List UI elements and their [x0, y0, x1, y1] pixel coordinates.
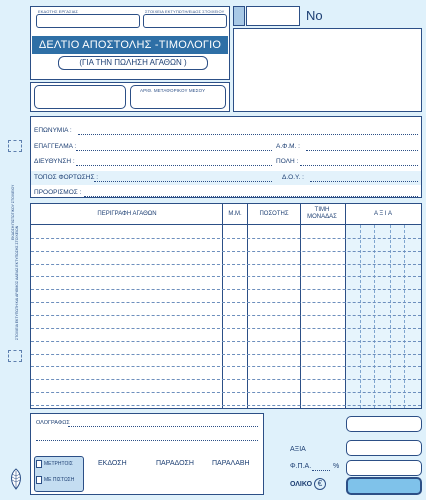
table-row[interactable] [31, 238, 421, 239]
vehicle-left-field[interactable] [34, 85, 126, 109]
table-row[interactable] [31, 302, 421, 303]
loading-place-field[interactable] [94, 181, 272, 182]
col-divider [247, 204, 248, 408]
city-label: ΠΟΛΗ : [276, 158, 299, 165]
value-subdivider [404, 225, 405, 408]
credit-checkbox[interactable] [36, 476, 42, 484]
side-note-lower: ΣΤΟΙΧΕΙΑ ΕΚΤΥΠΩΤΗ ΚΑΙ ΑΡΙΘΜΟΣ ΑΔΕΙΑΣ ΕΚΤΥΠΩΣΗΣ ΣΤΟΙΧΕΙΩΝ [15, 225, 19, 340]
col-header-description: ΠΕΡΙΓΡΑΦΗ ΑΓΑΘΩΝ [97, 211, 157, 217]
table-row[interactable] [31, 264, 421, 265]
profession-label: ΕΠΑΓΓΕΛΜΑ : [34, 143, 77, 150]
number-label: No [306, 8, 323, 23]
in-words-label: ΟΛΟΓΡΑΦΩΣ [36, 420, 70, 426]
table-row[interactable] [31, 289, 421, 290]
delivery-label: ΠΑΡΑΔΟΣΗ [156, 460, 194, 467]
in-words-field-2[interactable] [36, 440, 258, 441]
issuer-label: ΕΚΔΟΤΗΣ ΕΡΓΑΣΙΑΣ [38, 9, 79, 14]
table-row[interactable] [31, 379, 421, 380]
series-strip [233, 6, 245, 26]
issue-label: ΕΚΔΟΣΗ [98, 460, 127, 467]
credit-label: ΜΕ ΠΙΣΤΩΣΗ [44, 477, 75, 483]
afm-field[interactable] [306, 150, 418, 151]
vat-amount-field[interactable] [346, 460, 422, 476]
print-label: ΣΤΟΙΧΕΙΑ ΕΚΤΥΠΩΤΗ/ΕΙΔΟΣ ΣΤΟΙΧΕΙΟΥ [145, 9, 225, 14]
value-subdivider [390, 225, 391, 408]
address-field[interactable] [76, 165, 272, 166]
col-divider [222, 204, 223, 408]
loading-place-label: ΤΟΠΟΣ ΦΟΡΤΩΣΗΣ : [34, 174, 99, 181]
city-field[interactable] [300, 165, 418, 166]
col-header-quantity: ΠΟΣΟΤΗΣ [259, 211, 289, 217]
col-header-unit-price: ΤΙΜΗ ΜΟΝΑΔΑΣ [307, 207, 337, 220]
print-field-line [143, 14, 227, 28]
table-row[interactable] [31, 328, 421, 329]
grand-total-field[interactable] [346, 477, 422, 495]
table-row[interactable] [31, 354, 421, 355]
table-row[interactable] [31, 341, 421, 342]
vat-percent: % [333, 463, 340, 470]
doy-label: Δ.Ο.Υ. : [282, 174, 304, 181]
doy-field[interactable] [310, 181, 418, 182]
vehicle-label: ΑΡΙΘ. ΜΕΤΑΦΟΡΙΚΟΥ ΜΕΣΟΥ [140, 88, 206, 93]
value-column-band [346, 225, 421, 408]
col-header-unit: Μ.Μ. [228, 211, 242, 217]
margin-box-top [8, 140, 22, 152]
document-subtitle: (ΓΙΑ ΤΗΝ ΠΩΛΗΣΗ ΑΓΑΘΩΝ ) [79, 58, 187, 67]
name-label: ΕΠΩΝΥΜΙΑ : [34, 127, 72, 134]
issuer-field-line [36, 14, 140, 28]
margin-box-bottom [8, 350, 22, 362]
address-label: ΔΙΕΥΘΥΝΣΗ : [34, 158, 75, 165]
document-title: ΔΕΛΤΙΟ ΑΠΟΣΤΟΛΗΣ -ΤΙΜΟΛΟΓΙΟ [32, 36, 228, 54]
cash-label: ΜΕΤΡΗΤΟΙΣ [44, 461, 73, 467]
receipt-label: ΠΑΡΑΛΑΒΗ [212, 460, 250, 467]
side-note-upper: ΕΚΔΟΣΗ ΠΙΣΤΩΤΙΚΟΥ ΣΤΟΙΧΕΙΟΥ [11, 184, 15, 240]
table-row[interactable] [31, 276, 421, 277]
table-row[interactable] [31, 315, 421, 316]
value-total-label: ΑΞΙΑ [290, 446, 306, 453]
col-header-value: Α Ξ Ι Α [374, 211, 392, 217]
cash-checkbox[interactable] [36, 460, 42, 468]
leaf-logo-icon [8, 468, 24, 490]
afm-label: Α.Φ.Μ. : [276, 143, 300, 150]
table-row[interactable] [31, 251, 421, 252]
grand-total-label: ΟΛΙΚΟ [290, 481, 313, 488]
name-field[interactable] [78, 134, 418, 135]
vat-label: Φ.Π.Α. [290, 463, 312, 470]
in-words-field[interactable] [68, 426, 258, 427]
col-divider [300, 204, 301, 408]
destination-label: ΠΡΟΟΡΙΣΜΟΣ : [34, 189, 82, 196]
customer-section [30, 116, 422, 198]
table-row[interactable] [31, 405, 421, 406]
table-row[interactable] [31, 392, 421, 393]
euro-icon: € [314, 478, 326, 490]
series-box[interactable] [246, 6, 300, 26]
value-total-field[interactable] [346, 440, 422, 456]
number-area-box [233, 28, 422, 112]
vat-rate-field[interactable] [312, 470, 330, 471]
totals-cell-1[interactable] [346, 416, 422, 432]
value-subdivider [374, 225, 375, 408]
destination-field[interactable] [84, 196, 418, 197]
profession-field[interactable] [76, 150, 272, 151]
value-subdivider [360, 225, 361, 408]
table-row[interactable] [31, 366, 421, 367]
